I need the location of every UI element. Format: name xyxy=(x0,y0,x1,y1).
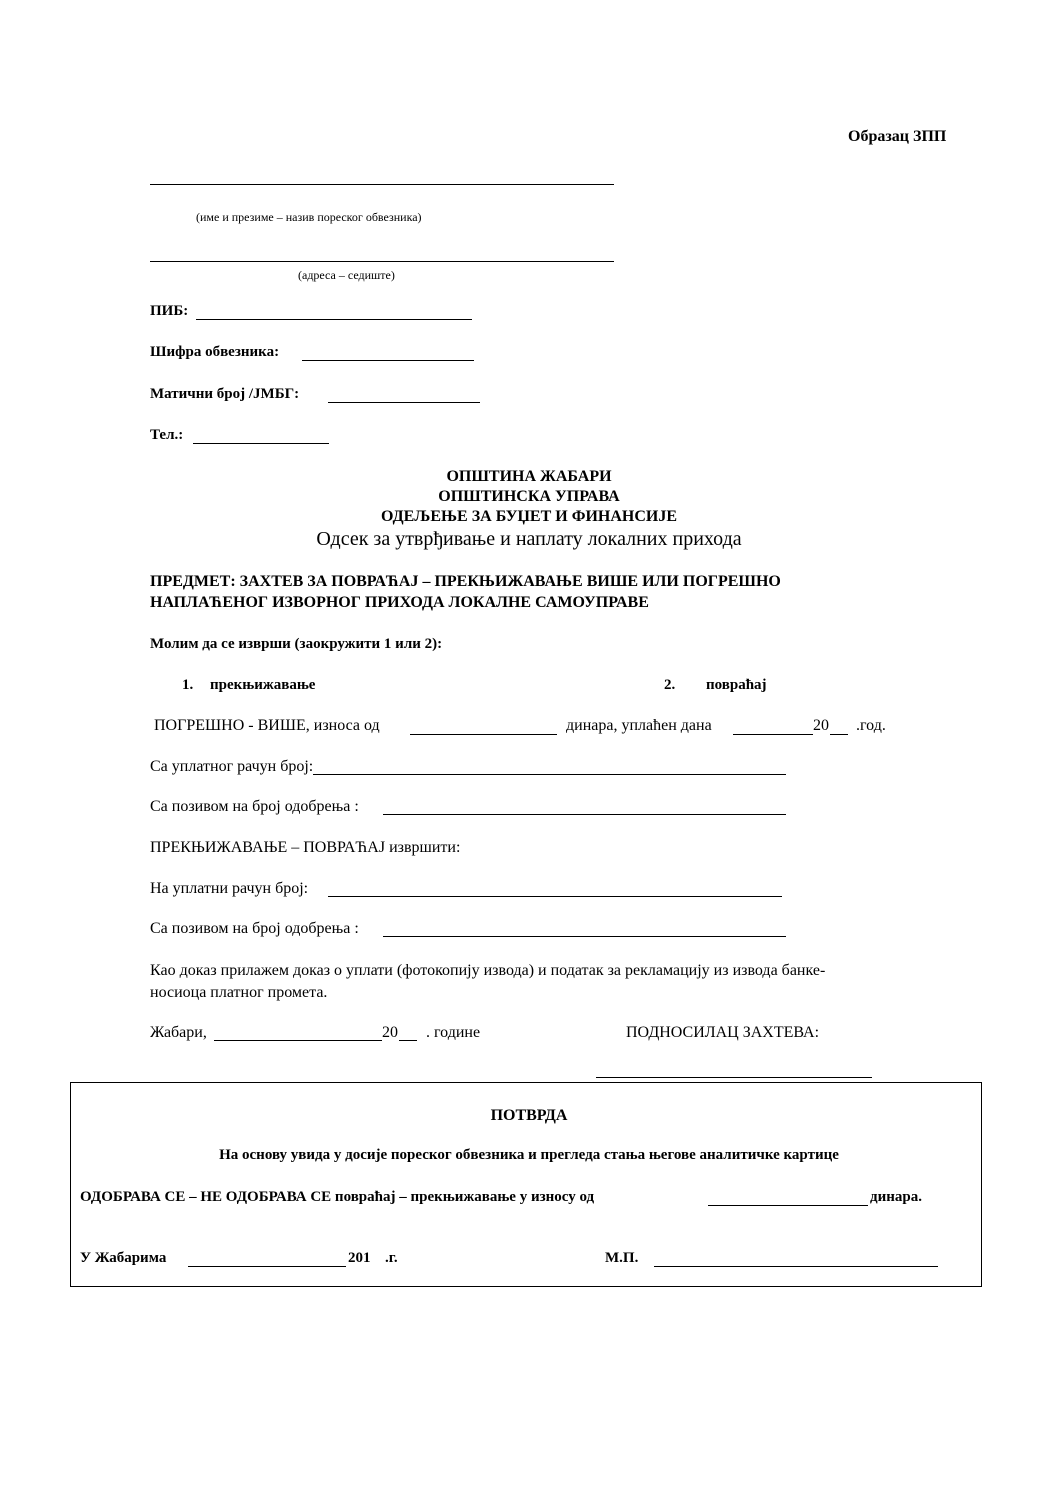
confirmation-year: 201 xyxy=(348,1250,371,1266)
to-reference-label: Са позивом на број одобрења : xyxy=(150,920,359,937)
taxpayer-name-line[interactable] xyxy=(150,184,614,185)
place-label: Жабари, xyxy=(150,1024,207,1041)
year-suffix: . године xyxy=(426,1024,481,1041)
to-account-field[interactable] xyxy=(328,896,782,897)
seal-label: М.П. xyxy=(605,1250,639,1266)
to-reference-field[interactable] xyxy=(383,936,786,937)
request-intro: Молим да се изврши (заокружити 1 или 2): xyxy=(150,636,443,652)
subject-line-2: НАПЛАЋЕНОГ ИЗВОРНОГ ПРИХОДА ЛОКАЛНЕ САМОУПРАВЕ xyxy=(150,594,649,611)
date-field[interactable] xyxy=(214,1040,382,1041)
action-label: ПРЕКЊИЖАВАЊЕ – ПОВРАЋАЈ извршити: xyxy=(150,839,461,856)
year-field[interactable] xyxy=(399,1040,417,1041)
taxpayer-address-line[interactable] xyxy=(150,261,614,262)
taxpayer-code-field[interactable] xyxy=(302,360,474,361)
evidence-line-1: Као доказ прилажем доказ о уплати (фотокопију извода) и податак за рекламацију из извода банке- xyxy=(150,962,826,979)
confirmation-place: У Жабарима xyxy=(80,1250,167,1266)
amount-mid: динара, уплаћен дана xyxy=(566,717,712,734)
confirmation-date-field[interactable] xyxy=(188,1266,346,1267)
amount-prefix: ПОГРЕШНО - ВИШЕ, износа од xyxy=(154,717,380,734)
option-1-rebooking[interactable]: прекњижавање xyxy=(210,677,316,693)
municipal-administration: ОПШТИНСКА УПРАВА xyxy=(438,488,620,505)
subject-line-1: ПРЕДМЕТ: ЗАХТЕВ ЗА ПОВРАЋАЈ – ПРЕКЊИЖАВАЊЕ ВИШЕ ИЛИ ПОГРЕШНО xyxy=(150,573,781,590)
applicant-signature-line[interactable] xyxy=(596,1077,872,1078)
amount-field[interactable] xyxy=(410,734,557,735)
from-account-field[interactable] xyxy=(313,774,786,775)
to-account-label: На уплатни рачун број: xyxy=(150,880,309,897)
from-reference-field[interactable] xyxy=(383,814,786,815)
payment-year-field[interactable] xyxy=(830,734,848,735)
phone-label: Тел.: xyxy=(150,427,184,443)
payment-date-field[interactable] xyxy=(733,734,813,735)
municipality-name: ОПШТИНА ЖАБАРИ xyxy=(446,468,612,485)
taxpayer-code-label: Шифра обвезника: xyxy=(150,344,280,360)
confirmation-basis: На основу увида у досије пореског обвезника и прегледа стања његове аналитичке картице xyxy=(219,1147,839,1163)
pib-field[interactable] xyxy=(196,319,472,320)
amount-suffix: .год. xyxy=(856,717,886,734)
department-name: ОДЕЉЕЊЕ ЗА БУЏЕТ И ФИНАНСИЈЕ xyxy=(380,508,678,525)
taxpayer-name-caption: (име и презиме – назив пореског обвезника) xyxy=(196,210,422,224)
registration-number-label: Матични број /ЈМБГ: xyxy=(150,386,300,402)
option-2-number[interactable]: 2. xyxy=(664,677,676,693)
year-prefix: 20 xyxy=(382,1024,398,1041)
option-1-number[interactable]: 1. xyxy=(182,677,194,693)
decision-suffix: динара. xyxy=(870,1189,922,1205)
pib-label: ПИБ: xyxy=(150,303,189,319)
form-code: Образац ЗПП xyxy=(848,128,947,145)
taxpayer-address-caption: (адреса – седиште) xyxy=(298,268,395,282)
confirmation-year-suffix: .г. xyxy=(385,1250,398,1266)
from-account-label: Са уплатног рачун број: xyxy=(150,758,314,775)
official-signature-line[interactable] xyxy=(654,1266,938,1267)
decision-prefix: ОДОБРАВА СЕ – НЕ ОДОБРАВА СЕ повраћај – прекњижавање у износу од xyxy=(80,1189,595,1205)
applicant-label: ПОДНОСИЛАЦ ЗАХТЕВА: xyxy=(626,1024,820,1041)
from-reference-label: Са позивом на број одобрења : xyxy=(150,798,359,815)
amount-year: 20 xyxy=(813,717,829,734)
option-2-refund[interactable]: повраћај xyxy=(706,677,767,693)
decision-amount-field[interactable] xyxy=(708,1205,868,1206)
section-name: Одсек за утврђивање и наплату локалних прихода xyxy=(316,528,742,550)
registration-number-field[interactable] xyxy=(328,402,480,403)
phone-field[interactable] xyxy=(193,443,329,444)
evidence-line-2: носиоца платног промета. xyxy=(150,984,328,1001)
confirmation-title: ПОТВРДА xyxy=(490,1107,568,1124)
